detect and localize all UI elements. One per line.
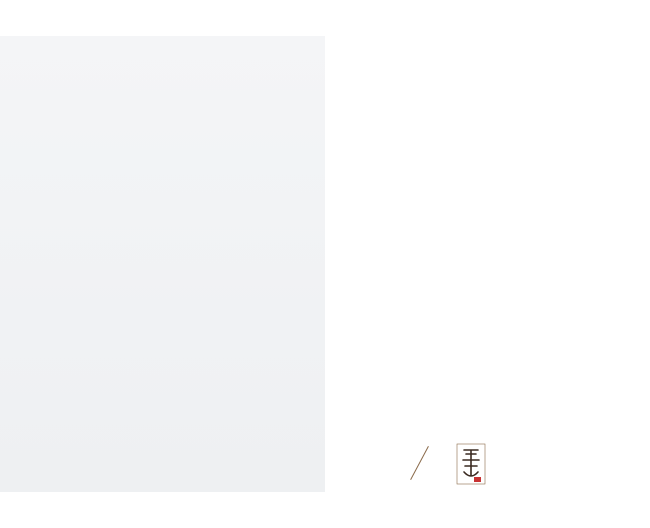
- decorative-dots: [328, 36, 650, 492]
- description-panel: [328, 36, 650, 492]
- product-photo: [0, 36, 325, 492]
- maker-seal-logo: [454, 440, 488, 488]
- kanzashi-illustration: [0, 36, 325, 492]
